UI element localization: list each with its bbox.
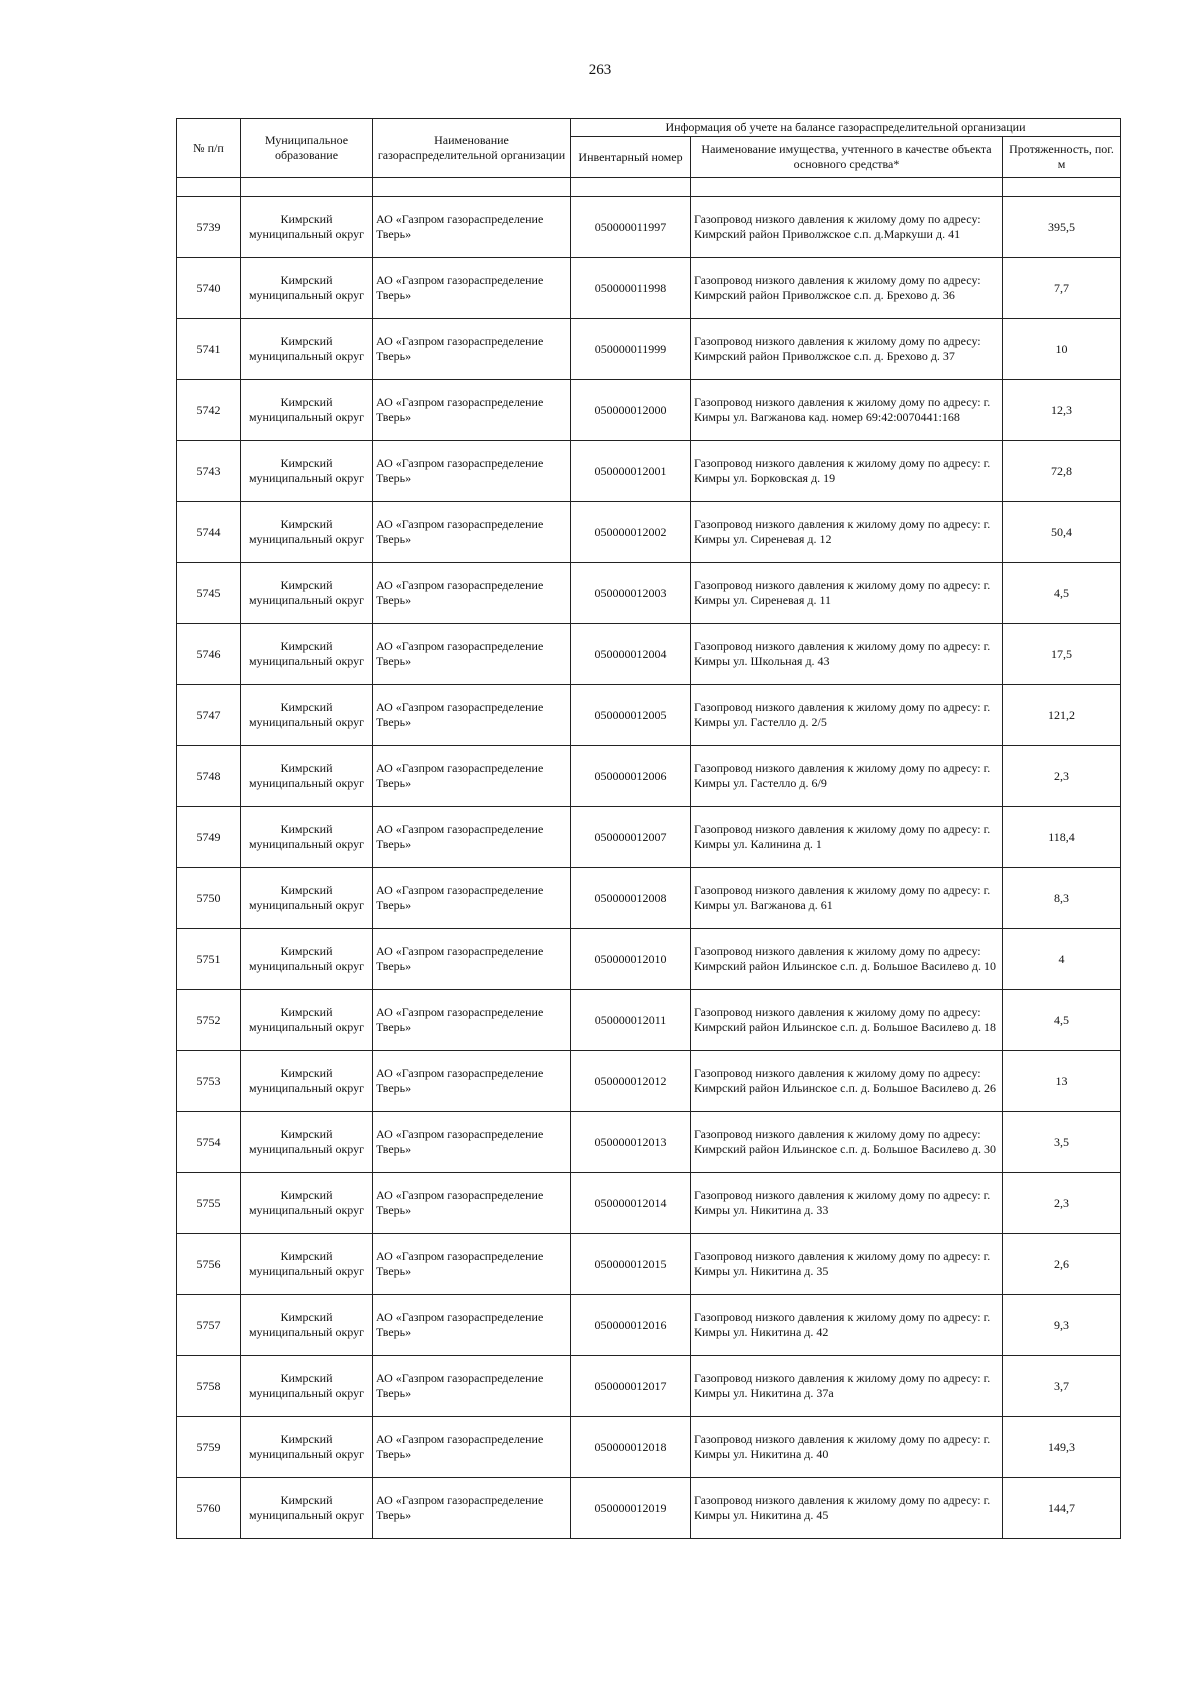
cell-property-name: Газопровод низкого давления к жилому дому по адресу: Кимрский район Приволжское с.п. д.Маркуши д. 41	[691, 197, 1003, 258]
cell-municipality: Кимрский муниципальный округ	[241, 197, 373, 258]
header-spacer-row	[177, 178, 1121, 197]
cell-municipality: Кимрский муниципальный округ	[241, 1295, 373, 1356]
cell-length: 8,3	[1003, 868, 1121, 929]
cell-inventory-number: 050000012015	[571, 1234, 691, 1295]
table-row	[177, 868, 1121, 929]
table-row	[177, 1356, 1121, 1417]
cell-inventory-number: 050000012008	[571, 868, 691, 929]
cell-municipality: Кимрский муниципальный округ	[241, 563, 373, 624]
cell-row-number: 5742	[177, 380, 241, 441]
cell-length: 13	[1003, 1051, 1121, 1112]
cell-length: 4	[1003, 929, 1121, 990]
cell-municipality: Кимрский муниципальный округ	[241, 1173, 373, 1234]
table-row	[177, 258, 1121, 319]
cell-inventory-number: 050000012017	[571, 1356, 691, 1417]
cell-property-name: Газопровод низкого давления к жилому дому по адресу: г. Кимры ул. Гастелло д. 2/5	[691, 685, 1003, 746]
table-row	[177, 441, 1121, 502]
cell-organization: АО «Газпром газораспределение Тверь»	[373, 1173, 571, 1234]
cell-inventory-number: 050000012002	[571, 502, 691, 563]
table-row	[177, 746, 1121, 807]
cell-property-name: Газопровод низкого давления к жилому дому по адресу: Кимрский район Приволжское с.п. д. Брехово д. 37	[691, 319, 1003, 380]
cell-row-number: 5746	[177, 624, 241, 685]
table-row	[177, 563, 1121, 624]
cell-length: 12,3	[1003, 380, 1121, 441]
cell-inventory-number: 050000011997	[571, 197, 691, 258]
cell-row-number: 5739	[177, 197, 241, 258]
cell-length: 9,3	[1003, 1295, 1121, 1356]
cell-organization: АО «Газпром газораспределение Тверь»	[373, 624, 571, 685]
cell-property-name: Газопровод низкого давления к жилому дому по адресу: г. Кимры ул. Калинина д. 1	[691, 807, 1003, 868]
cell-organization: АО «Газпром газораспределение Тверь»	[373, 1112, 571, 1173]
cell-row-number: 5740	[177, 258, 241, 319]
cell-row-number: 5747	[177, 685, 241, 746]
cell-organization: АО «Газпром газораспределение Тверь»	[373, 868, 571, 929]
cell-property-name: Газопровод низкого давления к жилому дому по адресу: г. Кимры ул. Никитина д. 33	[691, 1173, 1003, 1234]
cell-organization: АО «Газпром газораспределение Тверь»	[373, 1234, 571, 1295]
cell-property-name: Газопровод низкого давления к жилому дому по адресу: г. Кимры ул. Сиреневая д. 11	[691, 563, 1003, 624]
cell-row-number: 5745	[177, 563, 241, 624]
cell-organization: АО «Газпром газораспределение Тверь»	[373, 502, 571, 563]
table-row	[177, 380, 1121, 441]
cell-inventory-number: 050000012011	[571, 990, 691, 1051]
cell-property-name: Газопровод низкого давления к жилому дому по адресу: г. Кимры ул. Никитина д. 35	[691, 1234, 1003, 1295]
cell-inventory-number: 050000012012	[571, 1051, 691, 1112]
cell-inventory-number: 050000012019	[571, 1478, 691, 1539]
cell-length: 50,4	[1003, 502, 1121, 563]
cell-municipality: Кимрский муниципальный округ	[241, 1234, 373, 1295]
table-row	[177, 990, 1121, 1051]
cell-inventory-number: 050000012000	[571, 380, 691, 441]
cell-length: 118,4	[1003, 807, 1121, 868]
table-row	[177, 1112, 1121, 1173]
cell-length: 10	[1003, 319, 1121, 380]
table-row	[177, 929, 1121, 990]
cell-row-number: 5749	[177, 807, 241, 868]
header-organization: Наименование газораспределительной организации	[373, 119, 571, 178]
table-row	[177, 502, 1121, 563]
cell-municipality: Кимрский муниципальный округ	[241, 685, 373, 746]
cell-inventory-number: 050000012006	[571, 746, 691, 807]
cell-organization: АО «Газпром газораспределение Тверь»	[373, 1295, 571, 1356]
table-row	[177, 1295, 1121, 1356]
cell-length: 4,5	[1003, 563, 1121, 624]
cell-length: 7,7	[1003, 258, 1121, 319]
table-row	[177, 319, 1121, 380]
cell-property-name: Газопровод низкого давления к жилому дому по адресу: г. Кимры ул. Никитина д. 45	[691, 1478, 1003, 1539]
table-row	[177, 197, 1121, 258]
cell-municipality: Кимрский муниципальный округ	[241, 1417, 373, 1478]
gas-pipeline-register-table	[176, 118, 1121, 1539]
cell-length: 149,3	[1003, 1417, 1121, 1478]
cell-municipality: Кимрский муниципальный округ	[241, 807, 373, 868]
cell-length: 121,2	[1003, 685, 1121, 746]
cell-organization: АО «Газпром газораспределение Тверь»	[373, 807, 571, 868]
cell-municipality: Кимрский муниципальный округ	[241, 868, 373, 929]
cell-length: 4,5	[1003, 990, 1121, 1051]
table-row	[177, 1417, 1121, 1478]
cell-inventory-number: 050000012004	[571, 624, 691, 685]
cell-length: 3,5	[1003, 1112, 1121, 1173]
header-inventory: Инвентарный номер	[571, 137, 691, 178]
cell-property-name: Газопровод низкого давления к жилому дому по адресу: г. Кимры ул. Гастелло д. 6/9	[691, 746, 1003, 807]
cell-row-number: 5754	[177, 1112, 241, 1173]
cell-inventory-number: 050000012018	[571, 1417, 691, 1478]
cell-inventory-number: 050000012001	[571, 441, 691, 502]
cell-organization: АО «Газпром газораспределение Тверь»	[373, 441, 571, 502]
cell-property-name: Газопровод низкого давления к жилому дому по адресу: г. Кимры ул. Никитина д. 37а	[691, 1356, 1003, 1417]
cell-municipality: Кимрский муниципальный округ	[241, 1356, 373, 1417]
table-header	[177, 119, 1121, 178]
cell-length: 144,7	[1003, 1478, 1121, 1539]
cell-length: 2,6	[1003, 1234, 1121, 1295]
cell-inventory-number: 050000011998	[571, 258, 691, 319]
cell-length: 17,5	[1003, 624, 1121, 685]
cell-inventory-number: 050000012014	[571, 1173, 691, 1234]
cell-inventory-number: 050000012010	[571, 929, 691, 990]
cell-municipality: Кимрский муниципальный округ	[241, 1478, 373, 1539]
cell-organization: АО «Газпром газораспределение Тверь»	[373, 563, 571, 624]
cell-organization: АО «Газпром газораспределение Тверь»	[373, 258, 571, 319]
cell-municipality: Кимрский муниципальный округ	[241, 441, 373, 502]
cell-inventory-number: 050000011999	[571, 319, 691, 380]
cell-length: 72,8	[1003, 441, 1121, 502]
cell-organization: АО «Газпром газораспределение Тверь»	[373, 929, 571, 990]
cell-property-name: Газопровод низкого давления к жилому дому по адресу: г. Кимры ул. Никитина д. 42	[691, 1295, 1003, 1356]
cell-inventory-number: 050000012007	[571, 807, 691, 868]
cell-organization: АО «Газпром газораспределение Тверь»	[373, 1051, 571, 1112]
cell-length: 395,5	[1003, 197, 1121, 258]
cell-row-number: 5750	[177, 868, 241, 929]
cell-row-number: 5760	[177, 1478, 241, 1539]
cell-inventory-number: 050000012005	[571, 685, 691, 746]
cell-row-number: 5756	[177, 1234, 241, 1295]
cell-organization: АО «Газпром газораспределение Тверь»	[373, 990, 571, 1051]
header-property-name: Наименование имущества, учтенного в качестве объекта основного средства*	[691, 137, 1003, 178]
table-row	[177, 1234, 1121, 1295]
cell-municipality: Кимрский муниципальный округ	[241, 1051, 373, 1112]
cell-municipality: Кимрский муниципальный округ	[241, 990, 373, 1051]
cell-property-name: Газопровод низкого давления к жилому дому по адресу: г. Кимры ул. Вагжанова кад. номер 69:42:0070441:168	[691, 380, 1003, 441]
cell-organization: АО «Газпром газораспределение Тверь»	[373, 197, 571, 258]
cell-municipality: Кимрский муниципальный округ	[241, 502, 373, 563]
table-row	[177, 807, 1121, 868]
cell-length: 3,7	[1003, 1356, 1121, 1417]
cell-municipality: Кимрский муниципальный округ	[241, 746, 373, 807]
cell-property-name: Газопровод низкого давления к жилому дому по адресу: Кимрский район Ильинское с.п. д. Большое Василево д. 10	[691, 929, 1003, 990]
cell-property-name: Газопровод низкого давления к жилому дому по адресу: г. Кимры ул. Школьная д. 43	[691, 624, 1003, 685]
cell-row-number: 5751	[177, 929, 241, 990]
cell-row-number: 5744	[177, 502, 241, 563]
page-number: 263	[588, 62, 612, 78]
header-no: № п/п	[177, 119, 241, 178]
cell-row-number: 5757	[177, 1295, 241, 1356]
cell-municipality: Кимрский муниципальный округ	[241, 624, 373, 685]
cell-organization: АО «Газпром газораспределение Тверь»	[373, 685, 571, 746]
header-municipality: Муниципальное образование	[241, 119, 373, 178]
cell-property-name: Газопровод низкого давления к жилому дому по адресу: Кимрский район Ильинское с.п. д. Большое Василево д. 26	[691, 1051, 1003, 1112]
table-row	[177, 624, 1121, 685]
cell-property-name: Газопровод низкого давления к жилому дому по адресу: Кимрский район Ильинское с.п. д. Большое Василево д. 18	[691, 990, 1003, 1051]
cell-property-name: Газопровод низкого давления к жилому дому по адресу: г. Кимры ул. Вагжанова д. 61	[691, 868, 1003, 929]
cell-property-name: Газопровод низкого давления к жилому дому по адресу: г. Кимры ул. Никитина д. 40	[691, 1417, 1003, 1478]
cell-municipality: Кимрский муниципальный округ	[241, 319, 373, 380]
table-body	[177, 178, 1121, 1539]
cell-inventory-number: 050000012016	[571, 1295, 691, 1356]
header-balance-info: Информация об учете на балансе газораспределительной организации	[571, 119, 1121, 137]
table-row	[177, 1173, 1121, 1234]
cell-property-name: Газопровод низкого давления к жилому дому по адресу: г. Кимры ул. Сиреневая д. 12	[691, 502, 1003, 563]
cell-municipality: Кимрский муниципальный округ	[241, 929, 373, 990]
cell-row-number: 5741	[177, 319, 241, 380]
cell-organization: АО «Газпром газораспределение Тверь»	[373, 319, 571, 380]
header-length: Протяженность, пог. м	[1003, 137, 1121, 178]
table-row	[177, 1051, 1121, 1112]
cell-inventory-number: 050000012003	[571, 563, 691, 624]
cell-inventory-number: 050000012013	[571, 1112, 691, 1173]
cell-length: 2,3	[1003, 1173, 1121, 1234]
cell-organization: АО «Газпром газораспределение Тверь»	[373, 380, 571, 441]
cell-organization: АО «Газпром газораспределение Тверь»	[373, 1417, 571, 1478]
cell-length: 2,3	[1003, 746, 1121, 807]
table-row	[177, 685, 1121, 746]
cell-property-name: Газопровод низкого давления к жилому дому по адресу: Кимрский район Ильинское с.п. д. Большое Василево д. 30	[691, 1112, 1003, 1173]
cell-organization: АО «Газпром газораспределение Тверь»	[373, 1356, 571, 1417]
cell-organization: АО «Газпром газораспределение Тверь»	[373, 746, 571, 807]
cell-row-number: 5748	[177, 746, 241, 807]
cell-row-number: 5758	[177, 1356, 241, 1417]
cell-municipality: Кимрский муниципальный округ	[241, 258, 373, 319]
cell-row-number: 5759	[177, 1417, 241, 1478]
cell-municipality: Кимрский муниципальный округ	[241, 380, 373, 441]
cell-row-number: 5755	[177, 1173, 241, 1234]
cell-row-number: 5753	[177, 1051, 241, 1112]
cell-municipality: Кимрский муниципальный округ	[241, 1112, 373, 1173]
cell-row-number: 5752	[177, 990, 241, 1051]
table-row	[177, 1478, 1121, 1539]
cell-property-name: Газопровод низкого давления к жилому дому по адресу: г. Кимры ул. Борковская д. 19	[691, 441, 1003, 502]
cell-organization: АО «Газпром газораспределение Тверь»	[373, 1478, 571, 1539]
cell-property-name: Газопровод низкого давления к жилому дому по адресу: Кимрский район Приволжское с.п. д. Брехово д. 36	[691, 258, 1003, 319]
cell-row-number: 5743	[177, 441, 241, 502]
